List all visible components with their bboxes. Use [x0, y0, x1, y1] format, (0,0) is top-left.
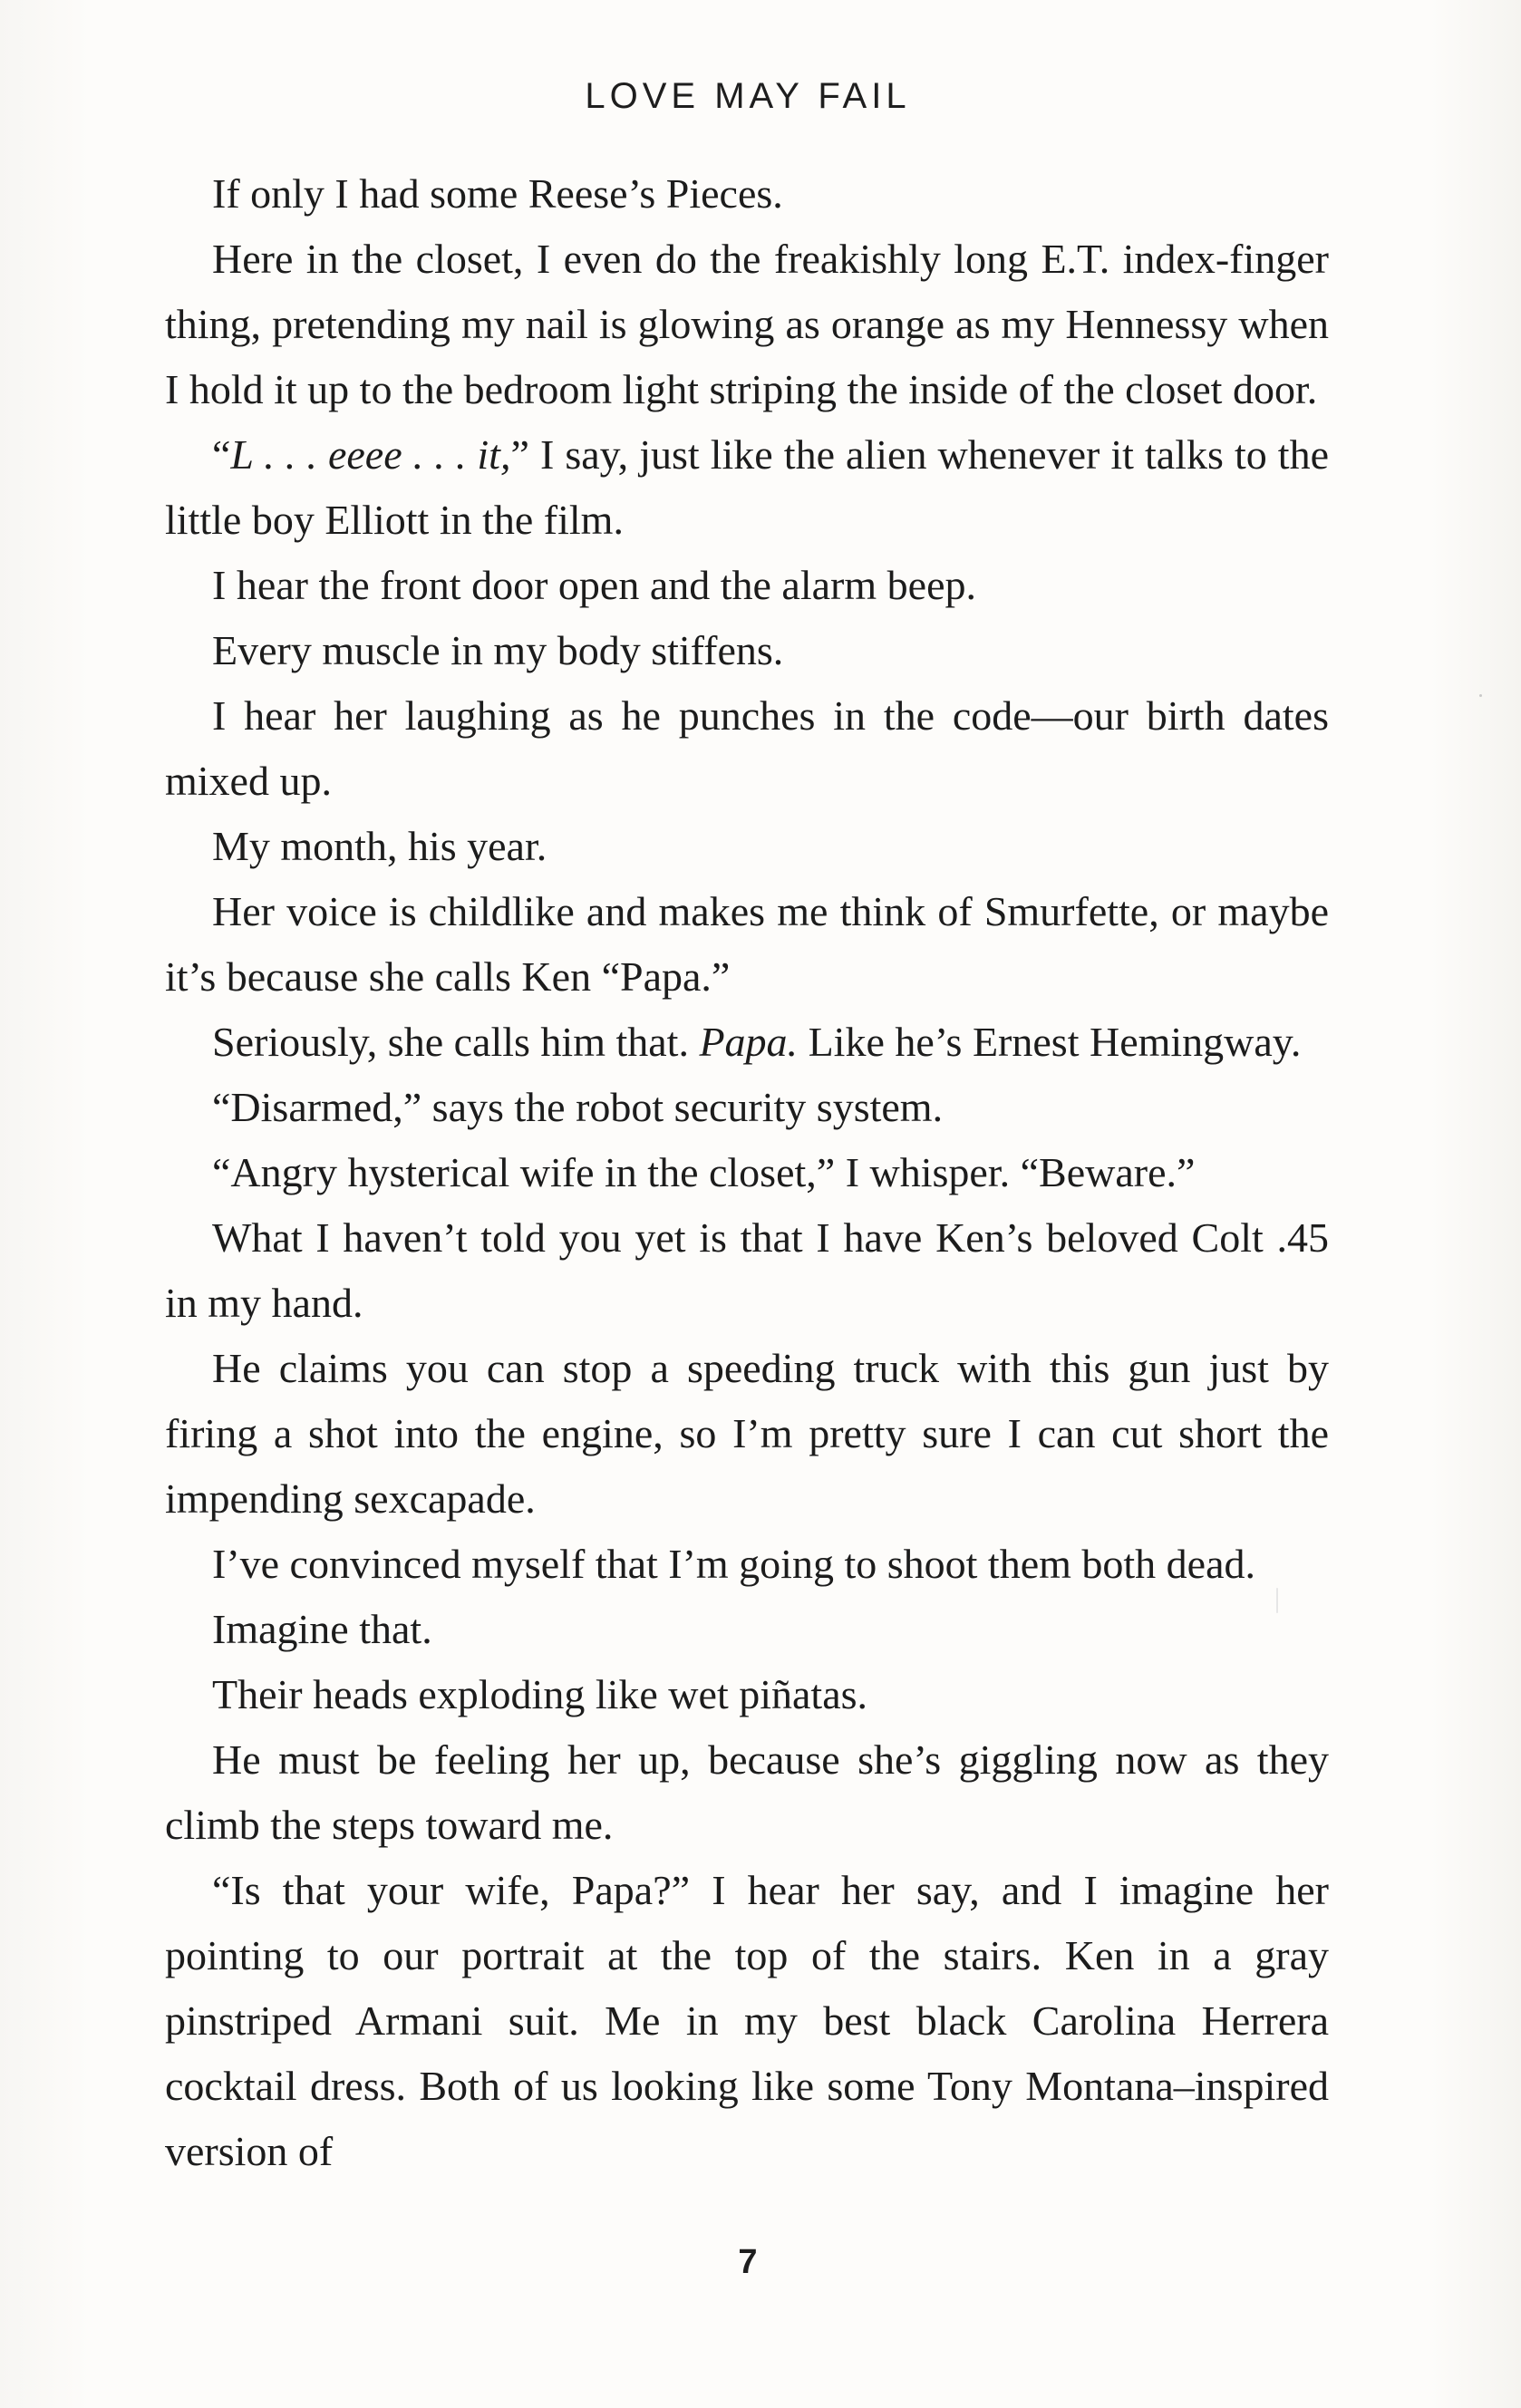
paragraph-10: “Disarmed,” says the robot security system.	[212, 1084, 944, 1130]
paragraph-14: I’ve convinced myself that I’m going to shoot them both dead.	[212, 1541, 1256, 1587]
paper-speck	[1479, 694, 1482, 697]
paragraph-6: I hear her laughing as he punches in the code—our birth dates mixed up.	[165, 692, 1329, 804]
paragraph-4: I hear the front door open and the alarm beep.	[212, 562, 976, 608]
paragraph-18: “Is that your wife, Papa?” I hear her say, and I imagine her pointing to our portrait at the top of the stairs. Ken in a gray pinstriped Armani suit. Me in my best black Carolina Herrera cocktail dress. Both of us looking like some Tony Montana–inspired version of	[165, 1867, 1329, 2174]
paragraph-15: Imagine that.	[212, 1606, 432, 1652]
paper-mark	[1276, 1588, 1278, 1613]
italic-papa: Papa.	[699, 1019, 799, 1065]
paragraph-13: He claims you can stop a speeding truck with this gun just by firing a shot into the engine, so I’m pretty sure I can cut short the impending sexcapade.	[165, 1345, 1329, 1522]
paragraph-2: Here in the closet, I even do the freakishly long E.T. index-finger thing, pretending my nail is glowing as orange as my Hennessy when I hold it up to the bedroom light striping the inside of the closet door.	[165, 236, 1329, 412]
paragraph-3: “L . . . eeee . . . it,” I say, just like the alien whenever it talks to the little boy Elliott in the film.	[165, 431, 1329, 543]
italic-alien-speech: L . . . eeee . . . it,	[230, 431, 511, 478]
paragraph-8: Her voice is childlike and makes me think of Smurfette, or maybe it’s because she calls Ken “Papa.”	[165, 888, 1329, 1000]
paragraph-12: What I haven’t told you yet is that I have Ken’s beloved Colt .45 in my hand.	[165, 1214, 1329, 1326]
running-head-title: LOVE MAY FAIL	[585, 76, 911, 116]
body-text	[165, 161, 1329, 2184]
paragraph-9: Seriously, she calls him that. Papa. Like he’s Ernest Hemingway.	[212, 1019, 1302, 1065]
paragraph-16: Their heads exploding like wet piñatas.	[212, 1671, 868, 1717]
paragraph-5: Every muscle in my body stiffens.	[212, 627, 784, 673]
paragraph-1: If only I had some Reese’s Pieces.	[212, 170, 783, 217]
page-number: 7	[738, 2243, 758, 2281]
paragraph-11: “Angry hysterical wife in the closet,” I whisper. “Beware.”	[212, 1149, 1196, 1195]
paragraph-7: My month, his year.	[212, 823, 547, 869]
paragraph-17: He must be feeling her up, because she’s giggling now as they climb the steps toward me.	[165, 1736, 1329, 1848]
